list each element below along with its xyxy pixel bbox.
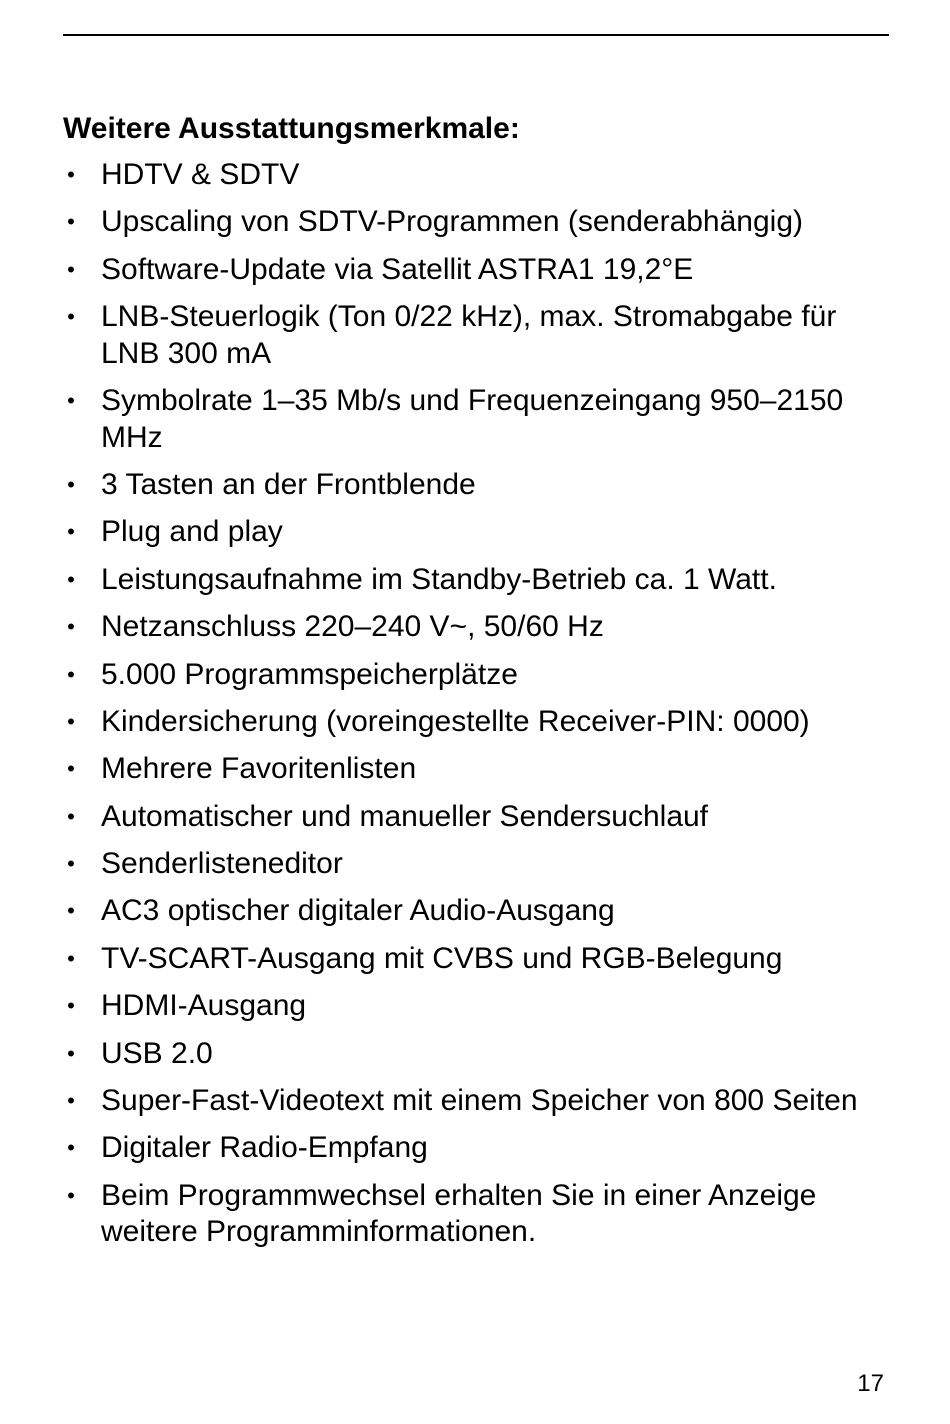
list-item-text: AC3 optischer digitaler Audio-Ausgang (101, 894, 615, 928)
list-item-text: Symbolrate 1–35 Mb/s und Frequenzeingang 950–2150 MHz (101, 384, 844, 454)
bullet-icon: • (67, 304, 75, 330)
bullet-icon: • (67, 851, 75, 877)
list-item (63, 657, 889, 694)
list-item (63, 1130, 889, 1167)
list-item (63, 1178, 889, 1251)
bullet-icon: • (67, 756, 75, 782)
list-item-text: TV-SCART-Ausgang mit CVBS und RGB-Belegung (101, 941, 783, 975)
page-content (63, 110, 889, 1262)
list-item (63, 299, 889, 372)
list-item-text: 5.000 Programmspeicherplätze (101, 657, 518, 691)
bullet-icon: • (67, 566, 75, 592)
list-item-text: HDTV & SDTV (101, 158, 300, 191)
list-item (63, 383, 889, 456)
bullet-icon: • (67, 162, 75, 187)
list-item-text: Plug and play (101, 515, 283, 549)
bullet-icon: • (67, 614, 75, 640)
bullet-icon: • (67, 661, 75, 687)
list-item (63, 941, 889, 978)
list-item (63, 1036, 889, 1073)
list-item (63, 609, 889, 646)
list-item-text: Kindersicherung (voreingestellte Receiver-PIN: 0000) (101, 704, 810, 738)
bullet-icon: • (67, 1040, 75, 1066)
bullet-icon: • (67, 803, 75, 829)
list-item-text: Leistungsaufnahme im Standby-Betrieb ca. 1 Watt. (101, 562, 777, 596)
list-item (63, 252, 889, 289)
bullet-icon: • (67, 256, 75, 282)
bullet-icon: • (67, 519, 75, 545)
list-item-text: Senderlisteneditor (101, 847, 343, 881)
list-item (63, 514, 889, 551)
list-item-text: USB 2.0 (101, 1036, 213, 1070)
bullet-icon: • (67, 1182, 75, 1208)
list-item-text: Automatischer und manueller Sendersuchlauf (101, 799, 709, 833)
list-item-text: Mehrere Favoritenlisten (101, 752, 417, 786)
list-item (63, 799, 889, 836)
list-item-text: Beim Programmwechsel erhalten Sie in einer Anzeige weitere Programminformationen. (101, 1178, 817, 1249)
list-item-text: Software-Update via Satellit ASTRA1 19,2°E (101, 252, 694, 286)
bullet-icon: • (67, 209, 75, 235)
feature-list (63, 157, 889, 1251)
list-item-text: Digitaler Radio-Empfang (101, 1131, 428, 1165)
list-item-text: Super-Fast-Videotext mit einem Speicher von 800 Seiten (101, 1084, 858, 1118)
list-item (63, 204, 889, 241)
list-item (63, 157, 889, 194)
list-item (63, 1083, 889, 1120)
bullet-icon: • (67, 471, 75, 497)
bullet-icon: • (67, 1135, 75, 1161)
list-item-text: Netzanschluss 220–240 V~, 50/60 Hz (101, 610, 604, 644)
list-item-text: 3 Tasten an der Frontblende (101, 467, 476, 501)
page-number: 17 (857, 1370, 884, 1397)
list-item-text: HDMI-Ausgang (101, 989, 307, 1023)
list-item (63, 751, 889, 788)
list-item (63, 704, 889, 741)
list-item (63, 562, 889, 599)
bullet-icon: • (67, 945, 75, 971)
list-item (63, 846, 889, 883)
bullet-icon: • (67, 993, 75, 1019)
list-item-text: LNB-Steuerlogik (Ton 0/22 kHz), max. Stromabgabe für LNB 300 mA (101, 300, 837, 370)
bullet-icon: • (67, 388, 75, 414)
bullet-icon: • (67, 898, 75, 924)
bullet-icon: • (67, 708, 75, 734)
list-item-text: Upscaling von SDTV-Programmen (senderabhängig) (101, 205, 804, 239)
list-item (63, 467, 889, 504)
top-rule (63, 34, 889, 36)
section-heading: Weitere Ausstattungsmerkmale: (63, 112, 520, 145)
list-item (63, 893, 889, 930)
list-item (63, 988, 889, 1025)
bullet-icon: • (67, 1088, 75, 1114)
